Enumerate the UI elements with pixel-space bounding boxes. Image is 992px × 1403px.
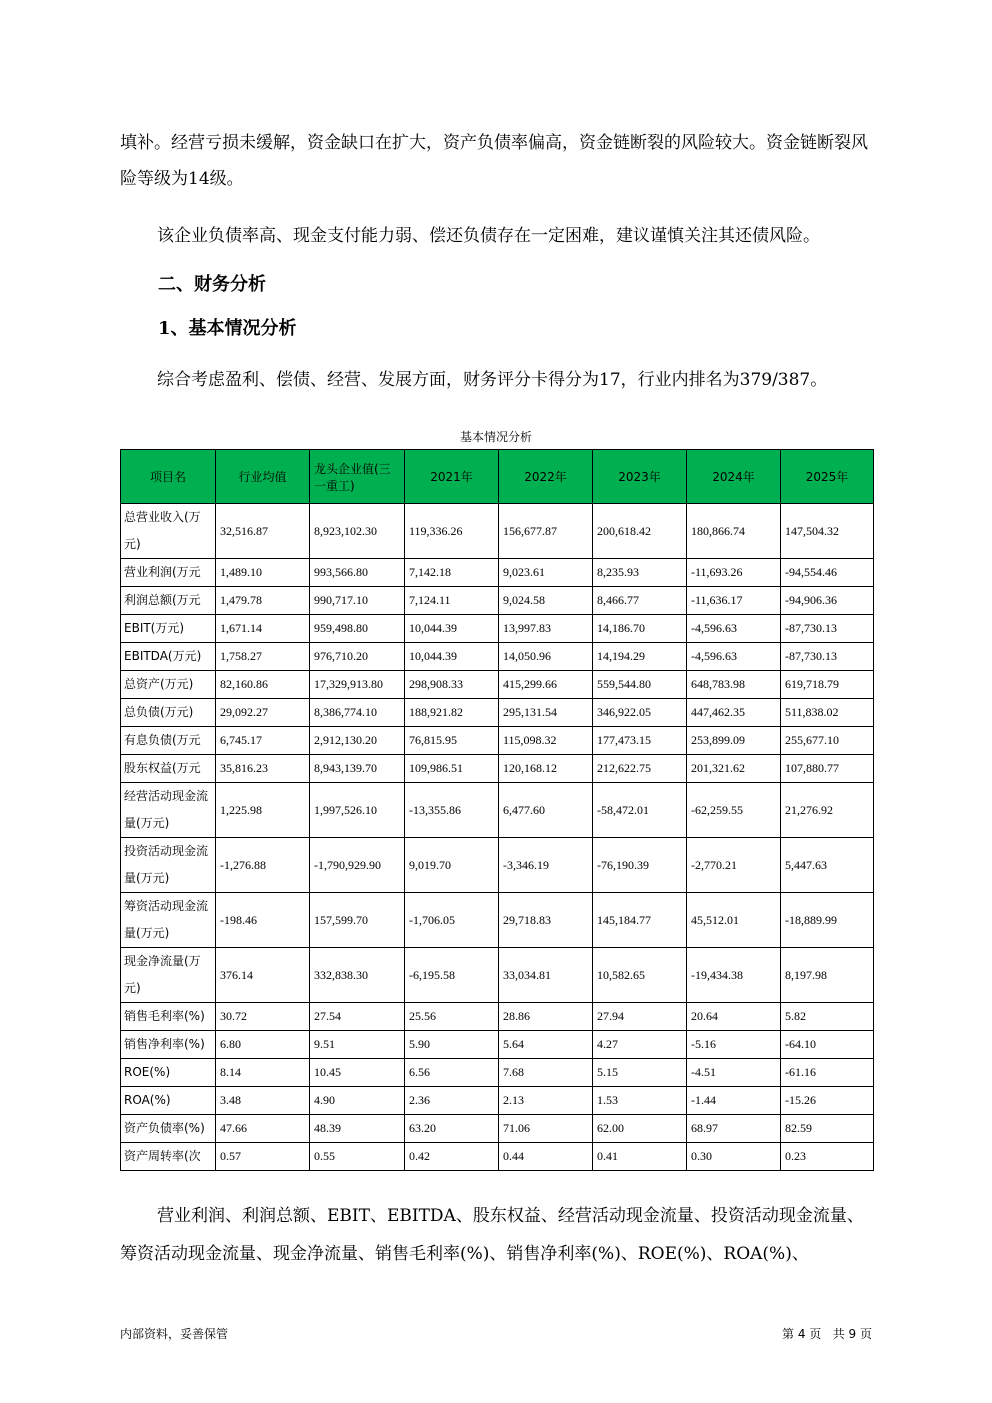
table-cell: -198.46 — [216, 893, 310, 948]
table-row — [121, 1143, 874, 1171]
table-cell: 959,498.80 — [310, 615, 405, 643]
table-cell: 8,923,102.30 — [310, 504, 405, 559]
table-cell: -1.44 — [687, 1087, 781, 1115]
table-cell: 376.14 — [216, 948, 310, 1003]
table-cell: -62,259.55 — [687, 783, 781, 838]
table-cell: 10,044.39 — [405, 643, 499, 671]
table-cell: 447,462.35 — [687, 699, 781, 727]
table-cell: 8,466.77 — [593, 587, 687, 615]
table-cell: 200,618.42 — [593, 504, 687, 559]
table-cell: 14,194.29 — [593, 643, 687, 671]
table-row — [121, 1031, 874, 1059]
table-row — [121, 643, 874, 671]
column-header: 行业均值 — [216, 450, 310, 504]
table-cell: 29,718.83 — [499, 893, 593, 948]
table-cell: -2,770.21 — [687, 838, 781, 893]
row-label: 现金净流量(万元) — [121, 948, 216, 1003]
table-cell: 47.66 — [216, 1115, 310, 1143]
table-row — [121, 1059, 874, 1087]
table-cell: 28.86 — [499, 1003, 593, 1031]
table-cell: -76,190.39 — [593, 838, 687, 893]
table-cell: 295,131.54 — [499, 699, 593, 727]
table-row — [121, 838, 874, 893]
table-row — [121, 1003, 874, 1031]
row-label: EBIT(万元) — [121, 615, 216, 643]
table-cell: 62.00 — [593, 1115, 687, 1143]
table-row — [121, 727, 874, 755]
basic-analysis-table — [120, 449, 874, 1171]
table-cell: 298,908.33 — [405, 671, 499, 699]
row-label: 销售毛利率(%) — [121, 1003, 216, 1031]
table-cell: 559,544.80 — [593, 671, 687, 699]
table-cell: 2.36 — [405, 1087, 499, 1115]
table-cell: 0.41 — [593, 1143, 687, 1171]
paragraph-debt-advice: 该企业负债率高、现金支付能力弱、偿还负债存在一定困难，建议谨慎关注其还债风险。 — [157, 226, 820, 246]
table-row — [121, 587, 874, 615]
table-row — [121, 1087, 874, 1115]
table-row — [121, 1115, 874, 1143]
column-header: 2023年 — [593, 450, 687, 504]
footer-confidential-note: 内部资料，妥善保管 — [120, 1327, 229, 1341]
table-cell: 8,386,774.10 — [310, 699, 405, 727]
table-cell: -61.16 — [781, 1059, 874, 1087]
table-cell: -1,790,929.90 — [310, 838, 405, 893]
table-cell: 9.51 — [310, 1031, 405, 1059]
table-cell: 990,717.10 — [310, 587, 405, 615]
table-cell: 180,866.74 — [687, 504, 781, 559]
table-cell: 82.59 — [781, 1115, 874, 1143]
table-cell: 9,019.70 — [405, 838, 499, 893]
table-cell: 1,479.78 — [216, 587, 310, 615]
table-cell: 27.94 — [593, 1003, 687, 1031]
table-cell: 993,566.80 — [310, 559, 405, 587]
table-cell: 648,783.98 — [687, 671, 781, 699]
table-row — [121, 893, 874, 948]
table-body — [121, 504, 874, 1171]
table-cell: 8,235.93 — [593, 559, 687, 587]
table-cell: 145,184.77 — [593, 893, 687, 948]
table-cell: 0.55 — [310, 1143, 405, 1171]
row-label: EBITDA(万元) — [121, 643, 216, 671]
row-label: 销售净利率(%) — [121, 1031, 216, 1059]
table-row — [121, 783, 874, 838]
row-label: 总负债(万元) — [121, 699, 216, 727]
table-cell: -19,434.38 — [687, 948, 781, 1003]
row-label: 有息负债(万元 — [121, 727, 216, 755]
table-cell: -11,693.26 — [687, 559, 781, 587]
table-cell: 976,710.20 — [310, 643, 405, 671]
row-label: 股东权益(万元 — [121, 755, 216, 783]
table-cell: 82,160.86 — [216, 671, 310, 699]
table-cell: -3,346.19 — [499, 838, 593, 893]
table-cell: 120,168.12 — [499, 755, 593, 783]
table-cell: 8,943,139.70 — [310, 755, 405, 783]
table-cell: 1,489.10 — [216, 559, 310, 587]
table-cell: 188,921.82 — [405, 699, 499, 727]
table-cell: -13,355.86 — [405, 783, 499, 838]
table-cell: 14,186.70 — [593, 615, 687, 643]
table-cell: 33,034.81 — [499, 948, 593, 1003]
table-cell: 45,512.01 — [687, 893, 781, 948]
table-cell: 21,276.92 — [781, 783, 874, 838]
table-cell: 147,504.32 — [781, 504, 874, 559]
table-cell: 1,997,526.10 — [310, 783, 405, 838]
table-cell: 1.53 — [593, 1087, 687, 1115]
table-cell: 6,477.60 — [499, 783, 593, 838]
row-label: ROE(%) — [121, 1059, 216, 1087]
table-cell: -18,889.99 — [781, 893, 874, 948]
table-row — [121, 559, 874, 587]
row-label: 利润总额(万元 — [121, 587, 216, 615]
table-cell: 0.44 — [499, 1143, 593, 1171]
table-cell: 201,321.62 — [687, 755, 781, 783]
table-row — [121, 671, 874, 699]
table-cell: 17,329,913.80 — [310, 671, 405, 699]
table-cell: 29,092.27 — [216, 699, 310, 727]
table-cell: -1,276.88 — [216, 838, 310, 893]
table-cell: 511,838.02 — [781, 699, 874, 727]
table-cell: 10.45 — [310, 1059, 405, 1087]
table-cell: -94,906.36 — [781, 587, 874, 615]
table-cell: 346,922.05 — [593, 699, 687, 727]
table-cell: 2,912,130.20 — [310, 727, 405, 755]
table-cell: 8.14 — [216, 1059, 310, 1087]
column-header: 2024年 — [687, 450, 781, 504]
table-cell: 177,473.15 — [593, 727, 687, 755]
table-cell: 32,516.87 — [216, 504, 310, 559]
table-cell: 13,997.83 — [499, 615, 593, 643]
table-cell: 0.23 — [781, 1143, 874, 1171]
table-cell: -64.10 — [781, 1031, 874, 1059]
table-cell: 5.64 — [499, 1031, 593, 1059]
table-cell: 8,197.98 — [781, 948, 874, 1003]
table-cell: 5.15 — [593, 1059, 687, 1087]
table-header-row — [121, 450, 874, 504]
table-cell: -6,195.58 — [405, 948, 499, 1003]
table-row — [121, 615, 874, 643]
row-label: 资产负债率(%) — [121, 1115, 216, 1143]
table-cell: 20.64 — [687, 1003, 781, 1031]
column-header: 2025年 — [781, 450, 874, 504]
column-header: 2022年 — [499, 450, 593, 504]
table-cell: 0.30 — [687, 1143, 781, 1171]
section-heading: 二、财务分析 — [158, 274, 266, 295]
table-cell: -15.26 — [781, 1087, 874, 1115]
table-cell: -94,554.46 — [781, 559, 874, 587]
table-cell: 157,599.70 — [310, 893, 405, 948]
table-cell: 5.90 — [405, 1031, 499, 1059]
table-cell: 119,336.26 — [405, 504, 499, 559]
table-cell: 48.39 — [310, 1115, 405, 1143]
table-cell: 7.68 — [499, 1059, 593, 1087]
table-cell: 3.48 — [216, 1087, 310, 1115]
table-cell: 7,124.11 — [405, 587, 499, 615]
paragraph-score-summary: 综合考虑盈利、偿债、经营、发展方面，财务评分卡得分为17，行业内排名为379/387。 — [157, 370, 828, 390]
table-cell: 25.56 — [405, 1003, 499, 1031]
table-cell: 212,622.75 — [593, 755, 687, 783]
table-cell: 76,815.95 — [405, 727, 499, 755]
table-cell: 1,758.27 — [216, 643, 310, 671]
row-label: 营业利润(万元 — [121, 559, 216, 587]
table-cell: 27.54 — [310, 1003, 405, 1031]
table-cell: 14,050.96 — [499, 643, 593, 671]
table-cell: 107,880.77 — [781, 755, 874, 783]
table-cell: -87,730.13 — [781, 643, 874, 671]
row-label: 总营业收入(万元) — [121, 504, 216, 559]
table-cell: 1,225.98 — [216, 783, 310, 838]
table-caption: 基本情况分析 — [459, 430, 532, 444]
column-header: 项目名 — [121, 450, 216, 504]
table-cell: 619,718.79 — [781, 671, 874, 699]
table-cell: 109,986.51 — [405, 755, 499, 783]
table-cell: -87,730.13 — [781, 615, 874, 643]
table-row — [121, 504, 874, 559]
footer-page-number: 第 4 页 共 9 页 — [782, 1327, 872, 1341]
column-header: 2021年 — [405, 450, 499, 504]
table-cell: 4.90 — [310, 1087, 405, 1115]
subsection-heading: 1、基本情况分析 — [158, 318, 297, 339]
table-cell: -4.51 — [687, 1059, 781, 1087]
table-cell: 253,899.09 — [687, 727, 781, 755]
table-cell: 415,299.66 — [499, 671, 593, 699]
table-cell: -58,472.01 — [593, 783, 687, 838]
table-cell: 156,677.87 — [499, 504, 593, 559]
table-cell: 10,044.39 — [405, 615, 499, 643]
table-cell: 6.56 — [405, 1059, 499, 1087]
row-label: 资产周转率(次 — [121, 1143, 216, 1171]
paragraph-risk-summary: 填补。经营亏损未缓解，资金缺口在扩大，资产负债率偏高，资金链断裂的风险较大。资金链断裂风险等级为14级。 — [120, 133, 868, 189]
table-cell: 5,447.63 — [781, 838, 874, 893]
table-cell: -5.16 — [687, 1031, 781, 1059]
table-cell: 63.20 — [405, 1115, 499, 1143]
table-cell: -4,596.63 — [687, 643, 781, 671]
table-cell: 6,745.17 — [216, 727, 310, 755]
table-cell: 10,582.65 — [593, 948, 687, 1003]
table-cell: 7,142.18 — [405, 559, 499, 587]
paragraph-indicator-list: 营业利润、利润总额、EBIT、EBITDA、股东权益、经营活动现金流量、投资活动现金流量、筹资活动现金流量、现金净流量、销售毛利率(%)、销售净利率(%)、ROE(%)、ROA(%)、 — [120, 1206, 864, 1264]
table-cell: 30.72 — [216, 1003, 310, 1031]
table-cell: 2.13 — [499, 1087, 593, 1115]
table-cell: 9,023.61 — [499, 559, 593, 587]
table-cell: 4.27 — [593, 1031, 687, 1059]
table-cell: -1,706.05 — [405, 893, 499, 948]
table-cell: 6.80 — [216, 1031, 310, 1059]
table-cell: 332,838.30 — [310, 948, 405, 1003]
table-cell: 68.97 — [687, 1115, 781, 1143]
row-label: 总资产(万元) — [121, 671, 216, 699]
table-cell: 255,677.10 — [781, 727, 874, 755]
table-cell: 115,098.32 — [499, 727, 593, 755]
table-cell: -11,636.17 — [687, 587, 781, 615]
table-row — [121, 699, 874, 727]
row-label: 经营活动现金流量(万元) — [121, 783, 216, 838]
table-cell: 1,671.14 — [216, 615, 310, 643]
table-row — [121, 755, 874, 783]
table-row — [121, 948, 874, 1003]
table-cell: -4,596.63 — [687, 615, 781, 643]
row-label: 投资活动现金流量(万元) — [121, 838, 216, 893]
table-cell: 5.82 — [781, 1003, 874, 1031]
table-cell: 0.42 — [405, 1143, 499, 1171]
row-label: ROA(%) — [121, 1087, 216, 1115]
table-cell: 71.06 — [499, 1115, 593, 1143]
column-header: 龙头企业值(三一重工) — [310, 450, 405, 504]
table-cell: 35,816.23 — [216, 755, 310, 783]
row-label: 筹资活动现金流量(万元) — [121, 893, 216, 948]
table-cell: 9,024.58 — [499, 587, 593, 615]
table-cell: 0.57 — [216, 1143, 310, 1171]
